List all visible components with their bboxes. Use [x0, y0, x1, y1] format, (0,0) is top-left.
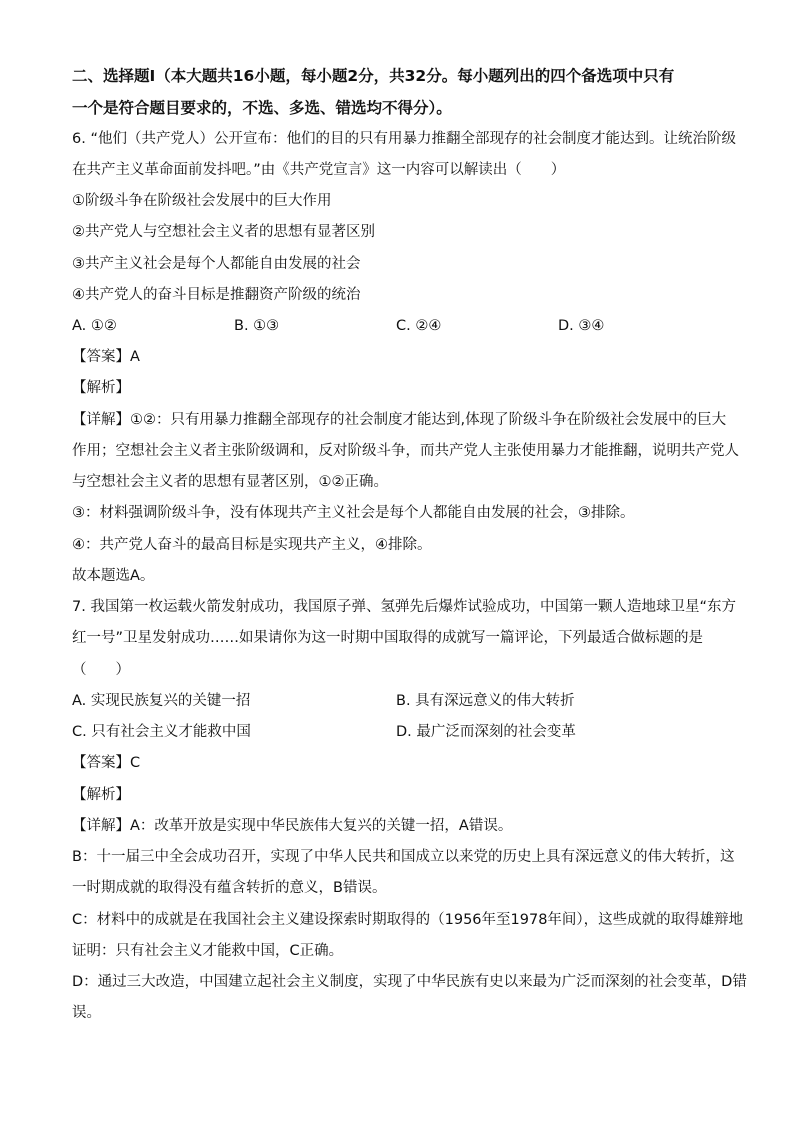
- q7-detail-line-5: 证明：只有社会主义才能救中国，C正确。: [72, 943, 344, 959]
- q7-detail-line-1: 【详解】A：改革开放是实现中华民族伟大复兴的关键一招，A错误。: [72, 818, 513, 834]
- q7-detail-line-7: 误。: [72, 1005, 101, 1021]
- q6-item-4: ④共产党人的奋斗目标是推翻资产阶级的统治: [72, 287, 361, 303]
- q7-option-a: A. 实现民族复兴的关键一招: [72, 693, 251, 709]
- q7-stem-line-1: 7. 我国第一枚运载火箭发射成功，我国原子弹、氢弹先后爆炸试验成功，中国第一颗人造地球卫星“东方: [72, 599, 736, 615]
- q7-detail-line-4: C：材料中的成就是在我国社会主义建设探索时期取得的（1956年至1978年间），这些成就的取得雄辩地: [72, 912, 744, 928]
- q6-item-3: ③共产主义社会是每个人都能自由发展的社会: [72, 256, 361, 272]
- q6-detail-line-3: 与空想社会主义者的思想有显著区别，①②正确。: [72, 474, 388, 490]
- q6-detail-line-5: ④：共产党人奋斗的最高目标是实现共产主义，④排除。: [72, 537, 432, 553]
- q6-detail-line-4: ③：材料强调阶级斗争，没有体现共产主义社会是每个人都能自由发展的社会，③排除。: [72, 505, 635, 521]
- q7-detail-line-3: 一时期成就的取得没有蕴含转折的意义，B错误。: [72, 880, 387, 896]
- q6-option-a: A. ①②: [72, 318, 117, 334]
- q7-stem-line-3: （ ）: [72, 662, 130, 678]
- q6-detail-line-1: 【详解】①②：只有用暴力推翻全部现存的社会制度才能达到,体现了阶级斗争在阶级社会发展中的巨大: [72, 412, 727, 428]
- q7-analysis-label: 【解析】: [72, 787, 130, 803]
- q6-detail-line-6: 故本题选A。: [72, 568, 155, 584]
- q7-option-d: D. 最广泛而深刻的社会变革: [396, 724, 576, 740]
- section-heading-line-1: 二、选择题Ⅰ（本大题共16小题，每小题2分，共32分。每小题列出的四个备选项中只有: [72, 67, 675, 85]
- section-heading-line-2: 一个是符合题目要求的，不选、多选、错选均不得分）。: [72, 99, 452, 117]
- q6-item-1: ①阶级斗争在阶级社会发展中的巨大作用: [72, 193, 332, 209]
- q6-option-b: B. ①③: [234, 318, 280, 334]
- q6-analysis-label: 【解析】: [72, 380, 130, 396]
- q6-item-2: ②共产党人与空想社会主义者的思想有显著区别: [72, 224, 375, 240]
- q7-option-b: B. 具有深远意义的伟大转折: [396, 693, 575, 709]
- q6-option-c: C. ②④: [396, 318, 442, 334]
- q7-detail-line-6: D：通过三大改造，中国建立起社会主义制度，实现了中华民族有史以来最为广泛而深刻的社会变革，D错: [72, 974, 747, 990]
- q6-stem-line-1: 6. “他们（共产党人）公开宣布：他们的目的只有用暴力推翻全部现存的社会制度才能达到。让统治阶级: [72, 131, 736, 147]
- q6-option-d: D. ③④: [558, 318, 605, 334]
- q7-option-c: C. 只有社会主义才能救中国: [72, 724, 251, 740]
- q7-stem-line-2: 红一号”卫星发射成功……如果请你为这一时期中国取得的成就写一篇评论，下列最适合做标题的是: [72, 630, 704, 646]
- q6-detail-line-2: 作用；空想社会主义者主张阶级调和，反对阶级斗争，而共产党人主张使用暴力才能推翻，说明共产党人: [72, 443, 739, 459]
- q7-answer: 【答案】C: [72, 755, 141, 771]
- q6-stem-line-2: 在共产主义革命面前发抖吧。”由《共产党宣言》这一内容可以解读出（ ）: [72, 162, 566, 178]
- q7-detail-line-2: B：十一届三中全会成功召开，实现了中华人民共和国成立以来党的历史上具有深远意义的伟大转折，这: [72, 849, 735, 865]
- q6-answer: 【答案】A: [72, 349, 140, 365]
